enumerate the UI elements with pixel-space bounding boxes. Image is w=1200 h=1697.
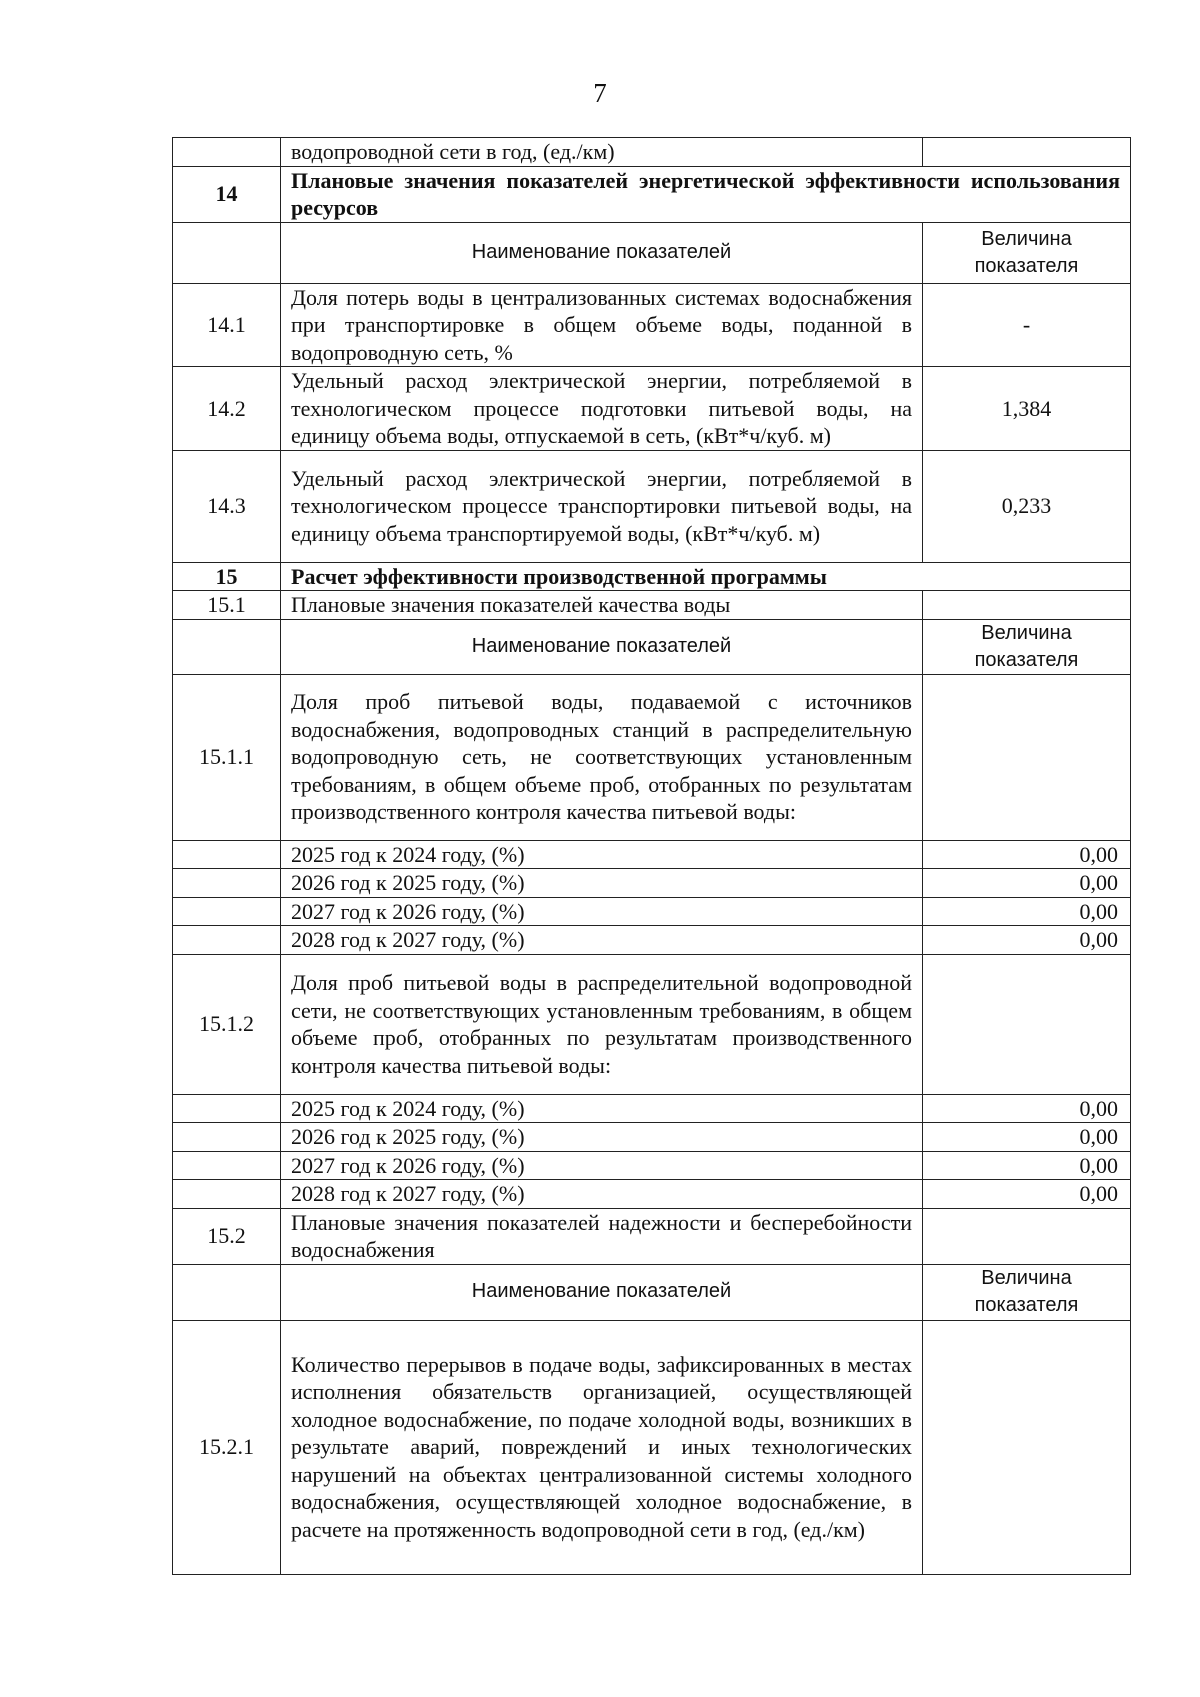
table-row [173, 1320, 1131, 1574]
row-number [173, 897, 281, 926]
row-value: 1,384 [923, 367, 1131, 451]
table-row [173, 367, 1131, 451]
table-row [173, 954, 1131, 1094]
year-row [173, 1123, 1131, 1152]
indicators-table [172, 137, 1131, 1575]
year-value: 0,00 [923, 1094, 1131, 1123]
year-row [173, 1151, 1131, 1180]
row-number: 15.1.1 [173, 674, 281, 840]
row-text: водопроводной сети в год, (ед./км) [281, 138, 923, 167]
header-value: Величина показателя [923, 1264, 1131, 1320]
section-title: Плановые значения показателей энергетической эффективности использования ресурсов [281, 166, 1131, 222]
year-row [173, 869, 1131, 898]
row-text: Плановые значения показателей надежности и бесперебойности водоснабжения [281, 1208, 923, 1264]
year-label: 2026 год к 2025 году, (%) [281, 1123, 923, 1152]
row-number: 15.1.2 [173, 954, 281, 1094]
row-number [173, 619, 281, 674]
year-row [173, 840, 1131, 869]
row-number: 14.3 [173, 450, 281, 562]
row-text: Плановые значения показателей качества воды [281, 591, 923, 620]
year-row [173, 1094, 1131, 1123]
row-number [173, 1180, 281, 1209]
row-value [923, 591, 1131, 620]
section-number: 14 [173, 166, 281, 222]
row-value [923, 954, 1131, 1094]
section-row [173, 166, 1131, 222]
row-text: Доля потерь воды в централизованных системах водоснабжения при транспортировке в общем объеме воды, поданной в водопроводную сеть, % [281, 283, 923, 367]
row-number: 14.2 [173, 367, 281, 451]
row-number: 15.2 [173, 1208, 281, 1264]
year-value: 0,00 [923, 869, 1131, 898]
header-name: Наименование показателей [281, 619, 923, 674]
header-row [173, 1264, 1131, 1320]
row-text: Количество перерывов в подаче воды, зафиксированных в местах исполнения обязательств организацией, осуществляющей холодное водоснабжение, по подаче холодной воды, возникших в результате аварий, повреждений и иных технологических нарушений на объектах централизованной системы холодного водоснабжения, осуществляющей холодное водоснабжение, в расчете на протяженность водопроводной сети в год, (ед./км) [281, 1320, 923, 1574]
table-row [173, 138, 1131, 167]
row-text: Удельный расход электрической энергии, потребляемой в технологическом процессе подготовки питьевой воды, на единицу объема воды, отпускаемой в сеть, (кВт*ч/куб. м) [281, 367, 923, 451]
page-number: 7 [593, 78, 607, 108]
row-text: Доля проб питьевой воды в распределительной водопроводной сети, не соответствующих установленным требованиям, в общем объеме проб, отобранных по результатам производственного контроля качества питьевой воды: [281, 954, 923, 1094]
table-row [173, 450, 1131, 562]
year-row [173, 897, 1131, 926]
row-number: 15.2.1 [173, 1320, 281, 1574]
section-number: 15 [173, 562, 281, 591]
year-value: 0,00 [923, 840, 1131, 869]
row-number: 15.1 [173, 591, 281, 620]
row-number [173, 138, 281, 167]
table-row [173, 674, 1131, 840]
row-number [173, 869, 281, 898]
year-label: 2027 год к 2026 году, (%) [281, 1151, 923, 1180]
year-label: 2027 год к 2026 году, (%) [281, 897, 923, 926]
year-label: 2026 год к 2025 году, (%) [281, 869, 923, 898]
year-label: 2028 год к 2027 году, (%) [281, 926, 923, 955]
row-value [923, 674, 1131, 840]
row-value: 0,233 [923, 450, 1131, 562]
header-name: Наименование показателей [281, 222, 923, 283]
table-row [173, 591, 1131, 620]
section-row [173, 562, 1131, 591]
row-number [173, 1264, 281, 1320]
row-value [923, 1208, 1131, 1264]
year-value: 0,00 [923, 1123, 1131, 1152]
row-value: - [923, 283, 1131, 367]
year-value: 0,00 [923, 1180, 1131, 1209]
header-value: Величина показателя [923, 222, 1131, 283]
table-row [173, 283, 1131, 367]
year-value: 0,00 [923, 897, 1131, 926]
row-number [173, 926, 281, 955]
year-label: 2028 год к 2027 году, (%) [281, 1180, 923, 1209]
header-row [173, 619, 1131, 674]
section-title: Расчет эффективности производственной программы [281, 562, 1131, 591]
year-row [173, 926, 1131, 955]
row-number [173, 222, 281, 283]
year-value: 0,00 [923, 1151, 1131, 1180]
row-number [173, 1123, 281, 1152]
table-row [173, 1208, 1131, 1264]
row-number: 14.1 [173, 283, 281, 367]
row-number [173, 1151, 281, 1180]
header-row [173, 222, 1131, 283]
row-text: Удельный расход электрической энергии, потребляемой в технологическом процессе транспортировки питьевой воды, на единицу объема транспортируемой воды, (кВт*ч/куб. м) [281, 450, 923, 562]
row-text: Доля проб питьевой воды, подаваемой с источников водоснабжения, водопроводных станций в распределительную водопроводную сеть, не соответствующих установленным требованиям, в общем объеме проб, отобранных по результатам производственного контроля качества питьевой воды: [281, 674, 923, 840]
year-label: 2025 год к 2024 году, (%) [281, 1094, 923, 1123]
row-number [173, 1094, 281, 1123]
year-value: 0,00 [923, 926, 1131, 955]
year-label: 2025 год к 2024 году, (%) [281, 840, 923, 869]
year-row [173, 1180, 1131, 1209]
header-name: Наименование показателей [281, 1264, 923, 1320]
header-value: Величина показателя [923, 619, 1131, 674]
row-value [923, 138, 1131, 167]
row-value [923, 1320, 1131, 1574]
row-number [173, 840, 281, 869]
